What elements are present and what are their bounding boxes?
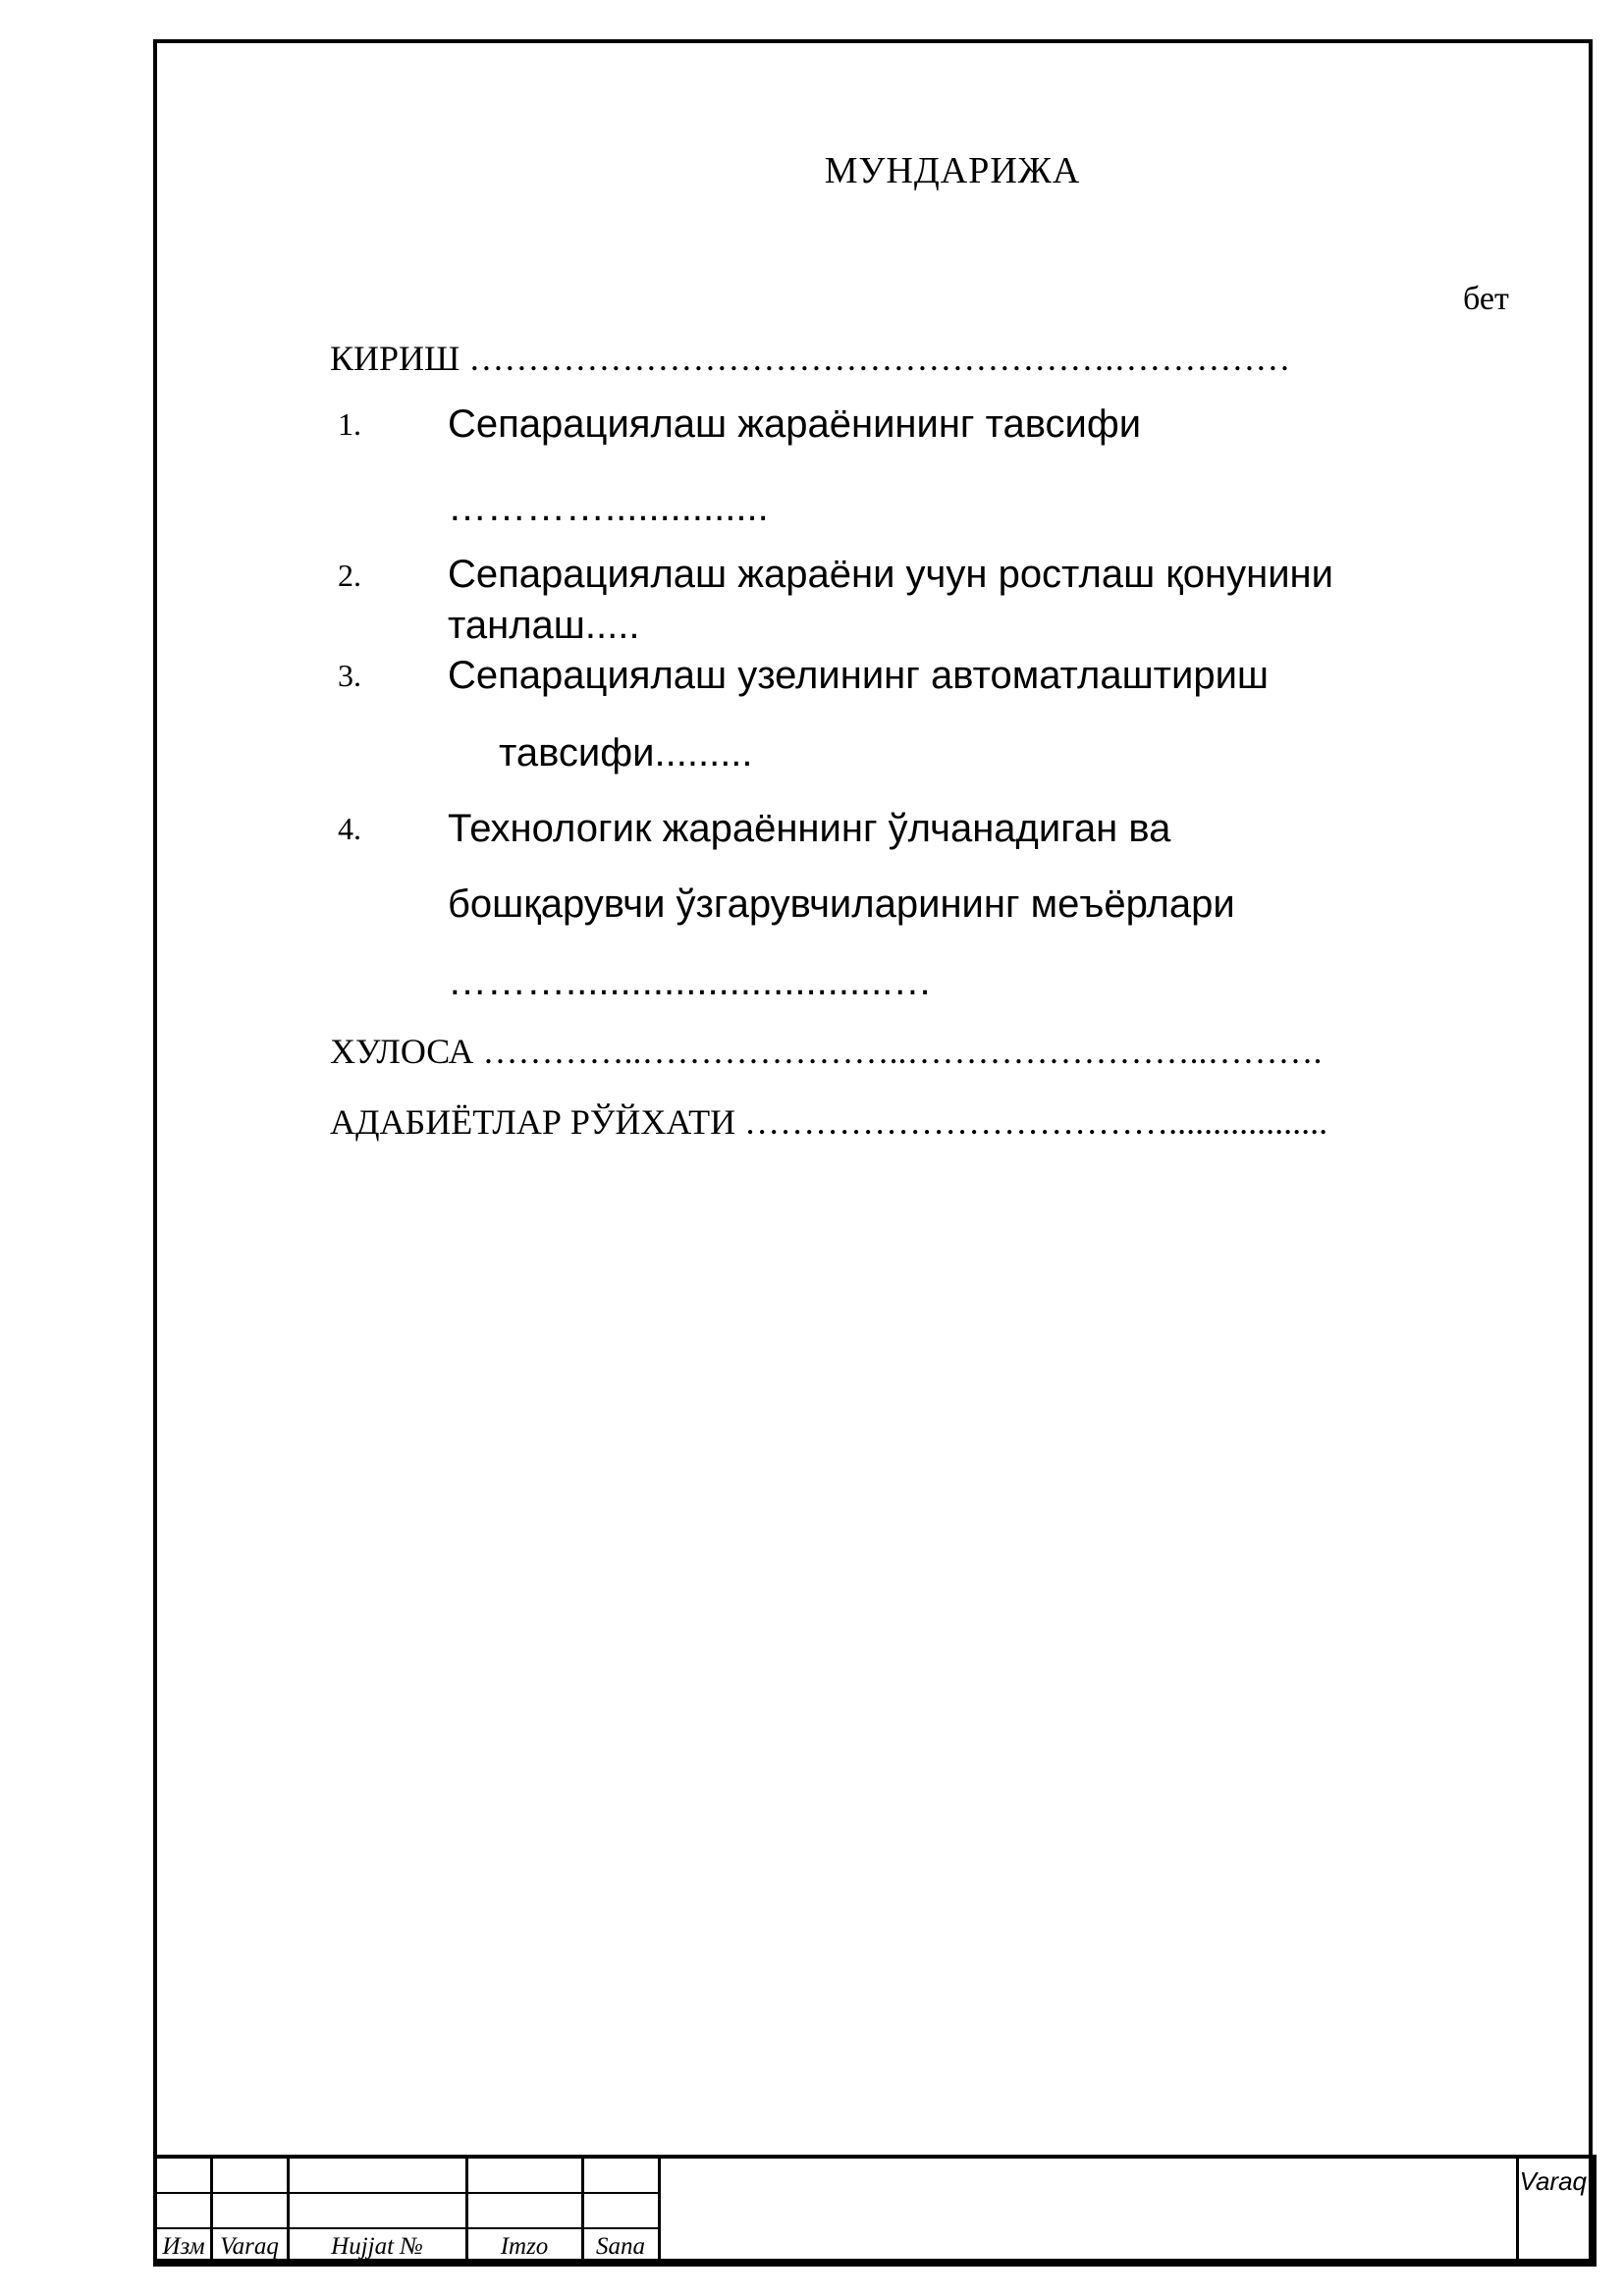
toc-item-number: 3. xyxy=(338,658,361,693)
title-block-divider xyxy=(1516,2159,1519,2263)
page-number-column-label: бет xyxy=(1463,281,1509,317)
title-block-row-line xyxy=(157,2192,660,2194)
toc-item-leader: …………............... xyxy=(448,486,769,529)
toc-item-leader: ………..............................… xyxy=(448,960,933,1003)
toc-item-number: 2. xyxy=(338,558,361,593)
toc-item-number: 1. xyxy=(338,406,361,442)
toc-item-title: Сепарациялаш жараёнининг тавсифи xyxy=(448,402,1142,446)
title-block-divider xyxy=(658,2159,661,2263)
toc-item-title: Сепарациялаш узелининг автоматлаштириш xyxy=(448,654,1270,697)
title-block-hujjat-label: Hujjat № xyxy=(331,2233,423,2260)
title-block-izm-label: Изм xyxy=(162,2233,205,2260)
title-block-row-line xyxy=(157,2227,660,2229)
title-block-imzo-label: Imzo xyxy=(500,2233,549,2260)
toc-intro: КИРИШ ……………………………………………….…………… xyxy=(330,339,1291,378)
toc-item-title-continued: бошқарувчи ўзгарувчиларининг меъёрлари xyxy=(448,882,1235,926)
title-block-sheet-label: Varaq xyxy=(1519,2166,1587,2196)
title-block xyxy=(153,2155,1597,2267)
toc-conclusion: ХУЛОСА …………..…………………..……………………..………. xyxy=(330,1032,1323,1071)
title-block-varaq-label: Varaq xyxy=(220,2233,279,2260)
toc-item-title: Сепарациялаш жараёни учун ростлаш қонунини xyxy=(448,553,1333,596)
toc-item-number: 4. xyxy=(338,811,361,846)
toc-item-title-continued: тавсифи......... xyxy=(499,731,753,774)
toc-item-title: Технологик жараённинг ўлчанадиган ва xyxy=(448,807,1171,850)
page-title: МУНДАРИЖА xyxy=(824,150,1081,191)
title-block-sana-label: Sana xyxy=(596,2233,645,2260)
toc-references: АДАБИЁТЛАР РЎЙХАТИ ……………………………….................. xyxy=(330,1102,1328,1142)
toc-item-title-continued: танлаш..... xyxy=(448,604,640,647)
